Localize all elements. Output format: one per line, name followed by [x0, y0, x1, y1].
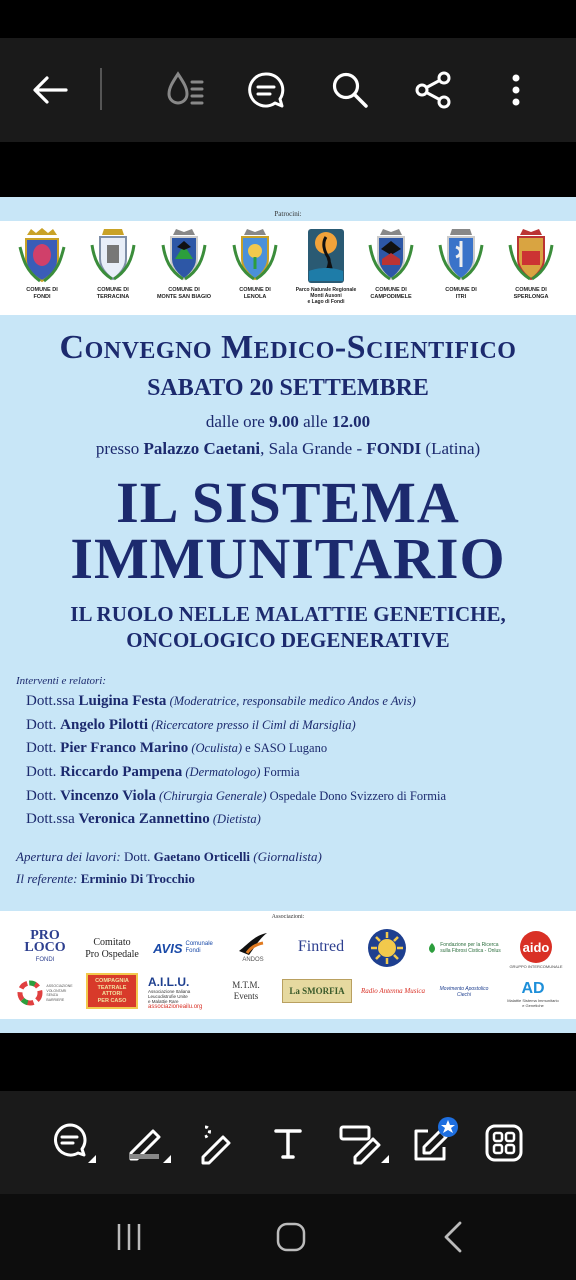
crest-lenola	[224, 227, 286, 313]
logo-aido-sub: GRUPPO INTERCOMUNALE	[509, 963, 563, 969]
text-icon	[272, 1127, 304, 1159]
speaker-title: Dott.	[26, 764, 61, 781]
logo-mtm-events: M.T.M. Events	[232, 980, 260, 1001]
logo-fondazione-text: Fondazione per la Ricerca sulla Fibrosi Cistica - Onlus	[440, 942, 501, 954]
crest-campodimele	[360, 227, 422, 313]
back-icon	[442, 1221, 464, 1253]
time-prefix: dalle ore	[205, 412, 270, 431]
opening-role: (Giornalista)	[249, 849, 322, 864]
crest-caption: COMUNE DI ITRI	[445, 287, 477, 300]
document-page[interactable]	[0, 197, 576, 1033]
logo-aido	[508, 927, 564, 971]
logo-ad-text: AD	[521, 980, 545, 997]
logo-la-smorfia: La SMORFIA	[282, 979, 352, 1003]
crest-caption: COMUNE DI SPERLONGA	[513, 287, 549, 300]
logo-volontari-text: ASSOCIAZIONE VOLONTARI SENZA BARRIERE	[46, 984, 73, 1002]
speaker-row	[26, 693, 566, 717]
home-icon	[276, 1222, 306, 1252]
speaker-row	[26, 811, 566, 835]
andos-bird-icon	[237, 931, 269, 957]
speaker-row	[26, 740, 566, 764]
speaker-role: (Dermatologo)	[182, 765, 261, 780]
speakers-list	[16, 675, 566, 835]
more-tools-button[interactable]	[476, 1115, 532, 1171]
speaker-row	[26, 788, 566, 812]
back-button[interactable]	[22, 62, 78, 118]
speaker-role: (Moderatrice, responsabile medico Andos e Avis)	[166, 694, 416, 708]
opening-line	[16, 849, 322, 871]
text-button[interactable]	[260, 1115, 316, 1171]
aido-circle-icon	[519, 930, 553, 964]
crest-caption: COMUNE DI LENOLA	[239, 287, 271, 300]
highlighter-icon	[193, 1121, 239, 1165]
logo-ailu	[148, 973, 210, 1011]
speaker-title: Dott.	[26, 716, 61, 733]
logo-andos	[226, 925, 280, 969]
recent-apps-icon	[114, 1222, 144, 1252]
sub-title-line-1: IL RUOLO NELLE MALATTIE GENETICHE,	[70, 602, 506, 626]
referent-name: Erminio Di Trocchio	[77, 871, 195, 886]
patrocini-label: Patrocini:	[274, 210, 302, 218]
place-region: (Latina)	[421, 439, 481, 458]
crest-caption: COMUNE DI FONDI	[26, 287, 58, 300]
crest-monte-san-biagio	[153, 227, 215, 313]
speaker-title: Dott.ssa	[26, 811, 79, 828]
crest-fondi	[11, 227, 73, 313]
place-city: FONDI	[366, 439, 422, 458]
speaker-extra: e SASO Lugano	[242, 741, 328, 756]
speaker-title: Dott.	[26, 787, 61, 804]
text-edit-icon	[337, 1121, 391, 1165]
search-icon	[331, 71, 369, 109]
logo-avis-text: AVIS	[153, 940, 183, 956]
logo-movimento-apostolico: Movimento Apostolico Ciechi	[439, 986, 489, 998]
speaker-role: (Oculista)	[188, 741, 243, 756]
logo-fintred: Fintred	[297, 938, 345, 955]
speaker-name: Vincenzo Viola	[60, 787, 156, 804]
place-room: , Sala Grande -	[260, 439, 367, 458]
opening-title: Dott.	[120, 849, 154, 864]
fondazione-leaf-icon	[427, 942, 437, 954]
logo-ailu-site: associazioneailu.org	[148, 1003, 203, 1010]
speaker-title: Dott.ssa	[26, 693, 79, 709]
system-nav-bar	[0, 1194, 576, 1280]
recent-apps-button[interactable]	[104, 1216, 154, 1258]
time-mid: alle	[298, 412, 332, 431]
speaker-name: Veronica Zannettino	[78, 811, 210, 828]
associations-strip	[0, 911, 576, 1019]
text-edit-button[interactable]	[336, 1115, 392, 1171]
speaker-title: Dott.	[26, 740, 61, 757]
speaker-name: Angelo Pilotti	[60, 716, 149, 733]
speaker-row	[26, 764, 566, 788]
campodimele-crest-icon	[366, 227, 416, 285]
crest-itri	[430, 227, 492, 313]
logo-aido-text: aido	[522, 939, 550, 955]
edit-new-icon	[408, 1117, 460, 1169]
event-title: Convegno Medico-Scientifico	[59, 329, 517, 366]
speaker-name: Pier Franco Marino	[60, 740, 189, 757]
top-toolbar	[0, 38, 576, 142]
place-prefix: presso	[95, 439, 144, 458]
viewer-background	[0, 1033, 576, 1091]
place-venue: Palazzo Caetani	[143, 439, 261, 458]
reading-mode-icon	[162, 70, 206, 110]
speaker-row	[26, 717, 566, 741]
crest-parco-monti-ausoni	[295, 227, 357, 313]
event-date: SABATO 20 SETTEMBRE	[147, 375, 429, 401]
speaker-name: Luigina Festa	[78, 693, 167, 709]
text-note-icon	[50, 1121, 98, 1165]
volontari-ring-icon	[17, 980, 43, 1006]
logo-ad	[500, 973, 566, 1015]
more-options-icon	[511, 73, 521, 107]
speakers-label: Interventi e relatori:	[16, 675, 107, 687]
sponsor-crest-strip	[0, 221, 576, 315]
main-title	[0, 470, 576, 591]
fondi-crest-icon	[17, 227, 67, 285]
text-search-icon	[246, 70, 286, 110]
itri-crest-icon	[436, 227, 486, 285]
reading-mode-button[interactable]	[156, 62, 212, 118]
logo-compagnia-teatrale: COMPAGNIA TEATRALE ATTORI PER CASO	[86, 973, 138, 1009]
share-button[interactable]	[405, 62, 461, 118]
parco-heron-icon	[306, 227, 346, 285]
speaker-role: (Ricercatore presso il Ciml di Marsiglia)	[148, 717, 356, 732]
crest-caption: COMUNE DI CAMPODIMELE	[370, 287, 412, 300]
status-bar	[0, 0, 576, 38]
speaker-extra: Formia	[260, 765, 300, 780]
crest-sperlonga	[500, 227, 562, 313]
logo-comitato: Comitato Pro Ospedale	[85, 937, 139, 960]
text-search-button[interactable]	[238, 62, 294, 118]
logo-sun-association	[366, 927, 408, 969]
main-title-line-2: IMMUNITARIO	[70, 526, 506, 591]
speaker-name: Riccardo Pampena	[60, 764, 183, 781]
sun-logo-icon	[367, 928, 407, 968]
opening-name: Gaetano Orticelli	[153, 849, 250, 864]
logo-ailu-text: A.I.L.U.	[148, 974, 190, 989]
sub-title-line-2: ONCOLOGICO DEGENERATIVE	[126, 628, 450, 652]
logo-radio-antenna-musica: Radio Antenna Musica	[360, 987, 426, 995]
logo-andos-text: ANDOS	[242, 957, 264, 963]
event-credits	[16, 849, 322, 893]
terracina-crest-icon	[88, 227, 138, 285]
logo-pro-loco	[14, 928, 76, 963]
logo-fondazione-fibrosi	[422, 937, 506, 959]
speaker-role: (Dietista)	[209, 812, 261, 827]
associations-label: Associazioni:	[271, 914, 305, 920]
event-place	[0, 439, 576, 459]
sperlonga-crest-icon	[506, 227, 556, 285]
more-tools-icon	[485, 1124, 523, 1162]
speaker-extra: Ospedale Dono Svizzero di Formia	[266, 788, 446, 803]
share-icon	[413, 70, 453, 110]
main-title-line-1: IL SISTEMA	[116, 470, 460, 535]
crest-caption: COMUNE DI TERRACINA	[96, 287, 130, 300]
logo-avis-sub: Comunale Fondi	[185, 941, 213, 954]
pen-button[interactable]	[120, 1115, 176, 1171]
viewer-background	[0, 142, 576, 197]
speaker-role: (Chirurgia Generale)	[155, 788, 267, 803]
time-start: 9.00	[269, 412, 299, 431]
text-note-button[interactable]	[46, 1115, 102, 1171]
pen-icon	[123, 1121, 173, 1165]
crest-caption: Parco Naturale Regionale Monti Ausoni e Lago di Fondi	[295, 287, 357, 305]
crest-caption: COMUNE DI MONTE SAN BIAGIO	[156, 287, 212, 300]
monte-san-biagio-crest-icon	[159, 227, 209, 285]
logo-ailu-sub: Associazione Italiana Leucodistrofie Unite e Malattie Rare	[148, 988, 191, 1004]
lenola-crest-icon	[230, 227, 280, 285]
logo-pro-loco-sub: FONDI	[35, 957, 55, 963]
back-arrow-icon	[32, 75, 68, 105]
more-options-button[interactable]	[488, 62, 544, 118]
crest-terracina	[82, 227, 144, 313]
highlighter-button[interactable]	[188, 1115, 244, 1171]
logo-avis	[148, 935, 218, 961]
bottom-toolbar	[0, 1091, 576, 1194]
sub-title	[0, 601, 576, 653]
logo-ad-sub: Malattie Sistema Immunitario e Genetiche	[507, 998, 559, 1008]
edit-new-button[interactable]	[406, 1115, 462, 1171]
logo-pro-loco-text: PRO LOCO	[24, 928, 66, 955]
event-time	[0, 412, 576, 432]
home-button[interactable]	[266, 1216, 316, 1258]
referent-label: Il referente:	[16, 871, 78, 886]
opening-label: Apertura dei lavori:	[16, 849, 121, 864]
search-button[interactable]	[322, 62, 378, 118]
referent-line	[16, 871, 322, 893]
toolbar-divider	[100, 68, 102, 110]
nav-back-button[interactable]	[428, 1216, 478, 1258]
time-end: 12.00	[331, 412, 371, 431]
logo-volontari	[14, 977, 76, 1009]
